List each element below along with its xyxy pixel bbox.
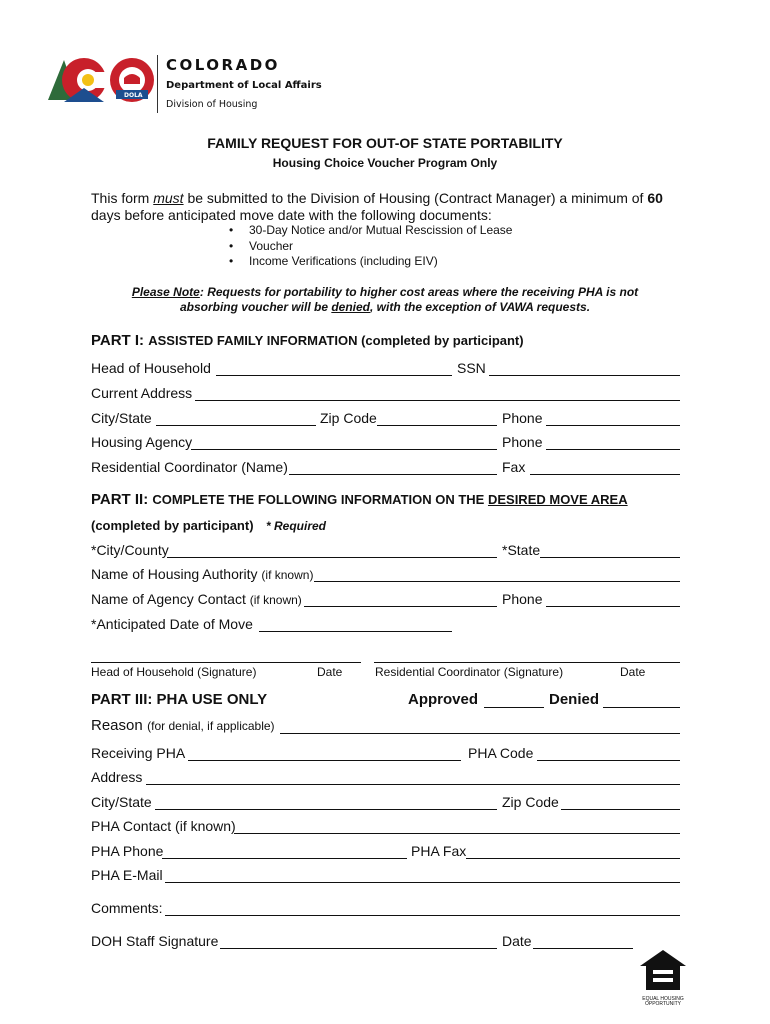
label-pha-phone: PHA Phone [91, 843, 164, 859]
label-hoh-signature: Head of Household (Signature) [91, 665, 257, 679]
pha-email-field[interactable] [165, 882, 680, 883]
label-pha-contact: PHA Contact (if known) [91, 818, 236, 834]
logo-badge-text: DOLA [124, 92, 143, 99]
label-pha-email: PHA E-Mail [91, 867, 163, 883]
residential-coordinator-field[interactable] [289, 474, 497, 475]
label-address: Address [91, 769, 143, 785]
part2-subheading: (completed by participant) * Required [91, 518, 326, 533]
colorado-logo [46, 52, 164, 108]
housing-authority-field[interactable] [314, 581, 680, 582]
label-pha-zip-code: Zip Code [502, 794, 559, 810]
label-doh-signature: DOH Staff Signature [91, 933, 219, 949]
label-fax: Fax [502, 459, 526, 475]
label-ssn: SSN [457, 360, 486, 376]
label-reason: Reason (for denial, if applicable) [91, 717, 275, 734]
city-state-field[interactable] [156, 425, 316, 426]
head-of-household-field[interactable] [216, 375, 452, 376]
label-date-2: Date [620, 665, 646, 679]
label-date-1: Date [317, 665, 343, 679]
fax-field[interactable] [530, 474, 680, 475]
list-item: • Voucher [227, 239, 512, 255]
intro-days: 60 [647, 190, 663, 206]
page-subtitle: Housing Choice Voucher Program Only [272, 156, 498, 170]
ssn-field[interactable] [489, 375, 680, 376]
contact-phone-field[interactable] [546, 606, 680, 607]
part2-heading: PART II: COMPLETE THE FOLLOWING INFORMATION ON THE DESIRED MOVE AREA [91, 491, 628, 508]
zip-code-field[interactable] [377, 425, 497, 426]
approved-field[interactable] [484, 707, 544, 708]
doh-signature-field[interactable] [220, 948, 497, 949]
label-pha-code: PHA Code [468, 745, 534, 761]
label-residential-coordinator: Residential Coordinator (Name) [91, 459, 288, 475]
address-field[interactable] [146, 784, 680, 785]
label-agency-contact: Name of Agency Contact (if known) [91, 591, 302, 607]
label-receiving-pha: Receiving PHA [91, 745, 186, 761]
intro-paragraph: This form must be submitted to the Division of Housing (Contract Manager) a minimum of 60 [91, 190, 663, 206]
label-rc-signature: Residential Coordinator (Signature) [375, 665, 564, 679]
agency-phone-field[interactable] [546, 449, 680, 450]
label-housing-agency: Housing Agency [91, 434, 193, 450]
phone-field[interactable] [546, 425, 680, 426]
label-denied: Denied [549, 691, 600, 708]
logo-division: Division of Housing [166, 99, 258, 110]
equal-housing-icon [638, 948, 688, 992]
pha-city-state-field[interactable] [155, 809, 497, 810]
current-address-field[interactable] [195, 400, 680, 401]
required-documents-list [227, 223, 512, 270]
label-pha-fax: PHA Fax [411, 843, 467, 859]
label-city-county: *City/County [91, 542, 169, 558]
rc-signature-line[interactable] [374, 662, 680, 663]
equal-housing-text: EQUAL HOUSING OPPORTUNITY [642, 996, 684, 1007]
part1-heading: PART I: ASSISTED FAMILY INFORMATION (completed by participant) [91, 332, 524, 349]
logo-divider [157, 55, 158, 113]
city-county-field[interactable] [167, 557, 497, 558]
please-note: Please Note: Requests for portability to higher cost areas where the receiving PHA is not [131, 285, 639, 299]
list-item: • 30-Day Notice and/or Mutual Rescission of Lease [227, 223, 512, 239]
pha-code-field[interactable] [537, 760, 680, 761]
reason-field[interactable] [280, 733, 680, 734]
page-title: FAMILY REQUEST FOR OUT-OF STATE PORTABILITY [207, 135, 563, 151]
label-approved: Approved [408, 691, 479, 708]
intro-line2: days before anticipated move date with the following documents: [91, 207, 492, 223]
label-pha-city-state: City/State [91, 794, 152, 810]
list-item: • Income Verifications (including EIV) [227, 254, 512, 270]
pha-fax-field[interactable] [466, 858, 680, 859]
label-doh-date: Date [502, 933, 532, 949]
label-contact-phone: Phone [502, 591, 543, 607]
logo-department: Department of Local Affairs [166, 80, 322, 91]
label-anticipated-date: *Anticipated Date of Move [91, 616, 253, 632]
intro-must: must [153, 190, 184, 206]
label-current-address: Current Address [91, 385, 193, 401]
denied-field[interactable] [603, 707, 680, 708]
part3-heading: PART III: PHA USE ONLY [91, 691, 268, 708]
equal-housing-logo [638, 948, 688, 1007]
agency-contact-field[interactable] [304, 606, 497, 607]
label-state: *State [502, 542, 541, 558]
housing-agency-field[interactable] [191, 449, 497, 450]
hoh-signature-line[interactable] [91, 662, 361, 663]
pha-zip-code-field[interactable] [561, 809, 680, 810]
label-housing-authority: Name of Housing Authority (if known) [91, 566, 314, 582]
label-city-state: City/State [91, 410, 152, 426]
anticipated-date-field[interactable] [259, 631, 452, 632]
receiving-pha-field[interactable] [188, 760, 461, 761]
comments-field[interactable] [165, 915, 680, 916]
label-zip-code: Zip Code [320, 410, 377, 426]
label-head-of-household: Head of Household [91, 360, 211, 376]
label-comments: Comments: [91, 900, 163, 916]
logo-org-name: COLORADO [166, 56, 280, 74]
label-agency-phone: Phone [502, 434, 543, 450]
state-field[interactable] [540, 557, 680, 558]
colorado-c-mountain-icon [46, 52, 164, 108]
pha-phone-field[interactable] [162, 858, 407, 859]
doh-date-field[interactable] [533, 948, 633, 949]
please-note-line2: absorbing voucher will be denied, with the exception of VAWA requests. [179, 300, 591, 314]
label-phone: Phone [502, 410, 543, 426]
pha-contact-field[interactable] [234, 833, 680, 834]
